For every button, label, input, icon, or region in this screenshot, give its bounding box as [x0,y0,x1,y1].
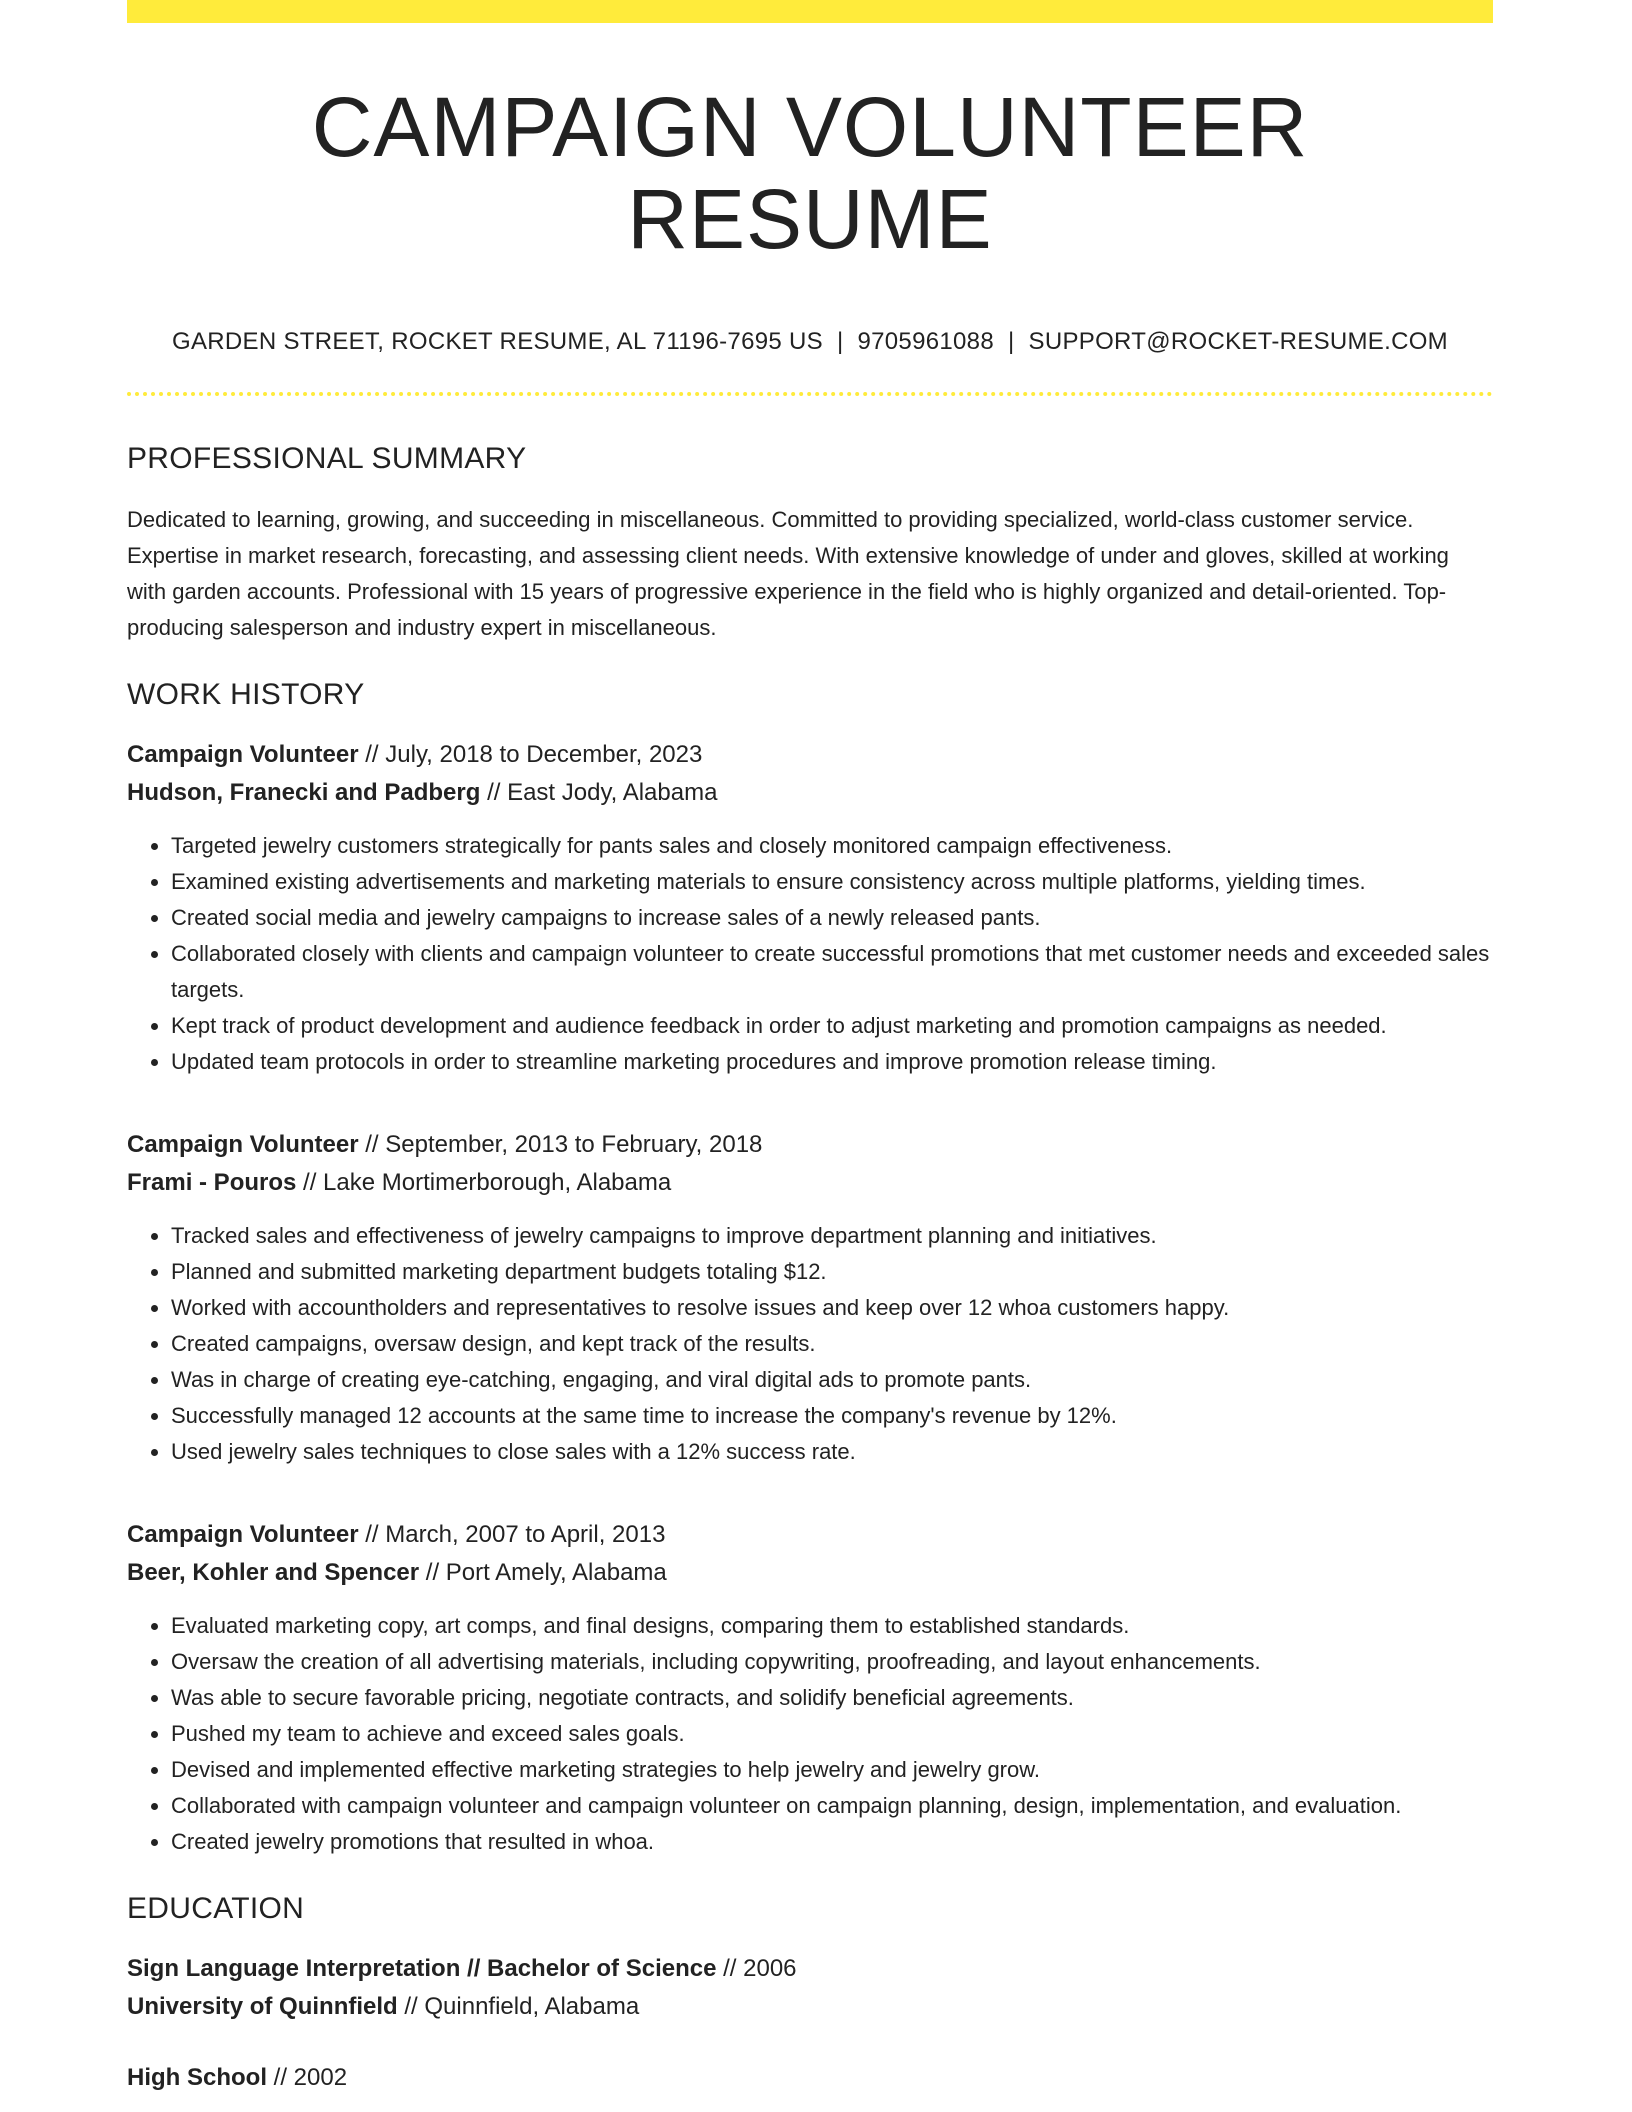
education-degree: High School [127,2063,267,2091]
job-location: // Lake Mortimerborough, Alabama [296,1168,672,1196]
job-title-line [127,1126,1493,1164]
education-school: University of Quinnfield [127,1992,398,2020]
education-year: // 2006 [716,1954,797,1982]
job-dates: // July, 2018 to December, 2023 [358,740,703,768]
contact-line [127,328,1493,356]
job-bullets [127,1608,1493,1860]
summary-heading: PROFESSIONAL SUMMARY [127,441,527,475]
education-location: // Quinnfield, Alabama [397,1992,640,2020]
job-location: // East Jody, Alabama [480,778,718,806]
job-title-line [127,736,1493,774]
job-bullet: • Successfully managed 12 accounts at the same time to increase the company's revenue by 12%. [171,1398,1493,1434]
job-bullet: • Created campaigns, oversaw design, and kept track of the results. [171,1326,1493,1362]
job-company-line [127,1554,1493,1592]
job-role: Campaign Volunteer [127,1130,359,1158]
job-dates: // March, 2007 to April, 2013 [358,1520,666,1548]
job-bullet: • Pushed my team to achieve and exceed sales goals. [171,1716,1493,1752]
accent-top-bar [127,0,1493,23]
education-degree-line [127,1950,1493,1988]
resume-content [127,23,1493,2097]
job-bullets [127,1218,1493,1470]
job-entry [127,1126,1493,1470]
job-location: // Port Amely, Alabama [419,1558,667,1586]
resume-title: CAMPAIGN VOLUNTEER RESUME [311,80,1309,267]
contact-email[interactable]: SUPPORT@ROCKET-RESUME.COM [1028,327,1448,355]
job-role: Campaign Volunteer [127,740,359,768]
job-bullet: • Collaborated closely with clients and campaign volunteer to create successful promotions that met customer needs and exceeded sales targets. [171,936,1493,1008]
job-bullet: • Created jewelry promotions that resulted in whoa. [171,1824,1493,1860]
work-history-heading: WORK HISTORY [127,677,365,711]
contact-phone: 9705961088 [857,327,994,355]
education-degree: Sign Language Interpretation // Bachelor of Science [127,1954,717,1982]
contact-separator: | [836,327,844,355]
job-role: Campaign Volunteer [127,1520,359,1548]
job-entry [127,1516,1493,1860]
job-title-line [127,1516,1493,1554]
job-bullet: • Created social media and jewelry campaigns to increase sales of a newly released pants. [171,900,1493,936]
education-school-line [127,1988,1493,2026]
job-bullet: • Used jewelry sales techniques to close sales with a 12% success rate. [171,1434,1493,1470]
job-company: Beer, Kohler and Spencer [127,1558,420,1586]
job-bullet: • Kept track of product development and audience feedback in order to adjust marketing and promotion campaigns as needed. [171,1008,1493,1044]
summary-text: Dedicated to learning, growing, and succeeding in miscellaneous. Committed to providing specialized, world-class customer service. Expertise in market research, forecasting, and assessing client needs. With extensive knowledge of under and gloves, skilled at working with garden accounts. Professional with 15 years of progressive experience in the field who is highly organized and detail-oriented. Top-producing salesperson and industry expert in miscellaneous. [127,506,1449,640]
dotted-divider [127,392,1493,396]
contact-address: GARDEN STREET, ROCKET RESUME, AL 71196-7695 US [172,327,823,355]
job-bullet: • Evaluated marketing copy, art comps, and final designs, comparing them to established standards. [171,1608,1493,1644]
job-bullet: • Was able to secure favorable pricing, negotiate contracts, and solidify beneficial agreements. [171,1680,1493,1716]
education-heading: EDUCATION [127,1891,305,1925]
job-entry [127,736,1493,1080]
job-company-line [127,774,1493,812]
job-bullets [127,828,1493,1080]
education-entry [127,2059,1493,2097]
job-bullet: • Examined existing advertisements and marketing materials to ensure consistency across multiple platforms, yielding times. [171,864,1493,900]
education-entry [127,1950,1493,2026]
education-year: // 2002 [267,2063,348,2091]
job-bullet: • Oversaw the creation of all advertising materials, including copywriting, proofreading, and layout enhancements. [171,1644,1493,1680]
job-bullet: • Targeted jewelry customers strategically for pants sales and closely monitored campaign effectiveness. [171,828,1493,864]
job-bullet: • Planned and submitted marketing department budgets totaling $12. [171,1254,1493,1290]
education-degree-line [127,2059,1493,2097]
job-bullet: • Worked with accountholders and representatives to resolve issues and keep over 12 whoa customers happy. [171,1290,1493,1326]
job-company-line [127,1164,1493,1202]
job-company: Hudson, Franecki and Padberg [127,778,481,806]
job-bullet: • Was in charge of creating eye-catching, engaging, and viral digital ads to promote pants. [171,1362,1493,1398]
job-bullet: • Tracked sales and effectiveness of jewelry campaigns to improve department planning and initiatives. [171,1218,1493,1254]
job-bullet: • Collaborated with campaign volunteer and campaign volunteer on campaign planning, design, implementation, and evaluation. [171,1788,1493,1824]
job-bullet: • Devised and implemented effective marketing strategies to help jewelry and jewelry grow. [171,1752,1493,1788]
job-dates: // September, 2013 to February, 2018 [358,1130,763,1158]
job-bullet: • Updated team protocols in order to streamline marketing procedures and improve promotion release timing. [171,1044,1493,1080]
job-company: Frami - Pouros [127,1168,297,1196]
contact-separator: | [1007,327,1015,355]
